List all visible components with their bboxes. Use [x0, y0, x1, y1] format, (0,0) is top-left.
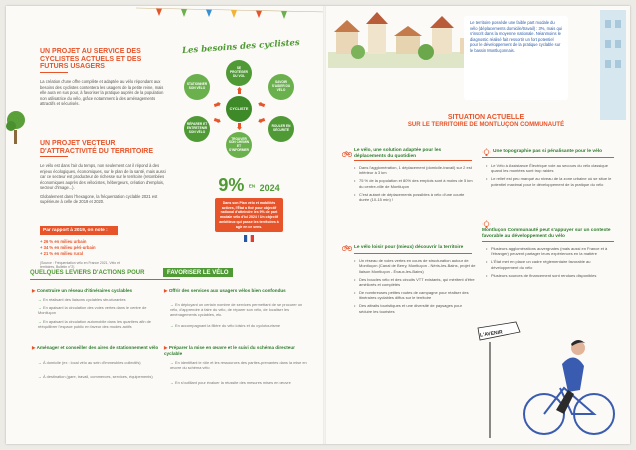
lever-item: → En accompagnant la filière du vélo loisirs et du cyclotourisme: [170, 323, 310, 328]
bullet-item: • Plusieurs sources de financement sont rendues disponibles: [486, 273, 616, 278]
block-title: Montluçon Communauté peut s'appuyer sur un contexte favorable au développement du vélo: [482, 228, 611, 239]
block-rule: [354, 253, 472, 254]
bullet-item: • 75 % de la population et 80% des emplois sont à moins de 5 km du centre-ville de Montluçon: [354, 178, 474, 189]
document-spread: [6, 6, 630, 444]
lever-item: → En s'outillant pour évaluer la réussite des mesures mises en œuvre: [170, 380, 310, 385]
lever-title: ▶ Préparer la mise en œuvre et le suivi du schéma directeur cyclable: [164, 345, 295, 356]
block-quotidien: [342, 148, 476, 244]
stat-year-prefix: EN: [248, 183, 256, 189]
bullet-item: • C'est autant de déplacements possibles à vélo d'une courte durée (10-15 min) !: [354, 192, 474, 203]
block-bullets: [354, 258, 476, 317]
page-fold: [323, 6, 326, 444]
block-contexte: [482, 224, 618, 294]
need-reparer: RÉPARER ET ENTRETENIR SON VÉLO: [184, 116, 210, 142]
stat-2024: [215, 176, 283, 242]
stat-percent: 9%: [218, 175, 245, 195]
block-bullets: [486, 246, 616, 280]
section-attractivite: [40, 140, 170, 270]
leviers-heading-highlight: FAVORISER LE VÉLO: [163, 268, 233, 277]
block-loisir: [342, 246, 476, 346]
arrow-icon: [257, 117, 265, 124]
block-rule: [354, 160, 472, 161]
intro-text: Le territoire possède une faible part modale du vélo (déplacements domicile/travail) : 3%, mais qui s'inscrit dans la moyenne nationale. Néanmoins le diagnostic réalisé fait ressortir un fort potentiel pour le développement de la pratique cyclable sur le bassin Montluçonnais.: [470, 20, 562, 53]
heading-underline: [30, 279, 180, 280]
leviers-col-1: [32, 288, 160, 438]
need-rouler: ROULER EN SÉCURITÉ: [268, 116, 294, 142]
title-underline: [40, 156, 68, 157]
leviers-heading-prefix: QUELQUES LEVIERS D'ACTIONS POUR: [30, 270, 145, 276]
need-center-cycliste: CYCLISTE: [226, 96, 252, 122]
section-title: UN PROJET VECTEUR D'ATTRACTIVITÉ DU TERRITOIRE: [40, 140, 154, 155]
bullet-item: • Le Vélo à Assistance Électrique vole au secours du vélo classique quand les montées sont trop raides: [486, 163, 616, 174]
block-topographie: [482, 149, 618, 220]
stat-2024-text: Dans son Plan vélo et mobilités actives, l'État a fixé pour objectif national d'atteindre les 9% de part modale vélo d'ici 2024 ! Un objectif ambitieux qui passe les territoires à agir en ce sens.: [215, 198, 283, 232]
lever-title: ▶ Aménager et conseiller des aires de stationnement vélo: [32, 345, 159, 350]
diagram-title: Les besoins des cyclistes: [181, 37, 301, 57]
building-decoration: [596, 10, 626, 120]
bullet-item: • Plusieurs agglomérations auvergnates (mais aussi en France et à l'étranger) peuvent partager leurs expériences en la matière: [486, 246, 616, 257]
stats-heading: Par rapport à 2019, on note :: [40, 226, 118, 235]
leviers-col-2: [164, 288, 314, 438]
bunting-decoration: [136, 6, 326, 20]
bullet-item: • Le relief est peu marqué au niveau de la zone urbaine où se situe le potentiel maximal pour le développement de la pratique du vélo: [486, 176, 616, 187]
arrow-icon: [213, 101, 221, 108]
section-body: Le vélo est dans l'air du temps, non seulement car il répond à des enjeux écologiques, économiques, sur le plan de la santé, mais aussi car ce secteur est producteur de richesse sur le territoire (retombées économiques auprès des vélocistes, hébergeurs, création d'emplois, secteur d'image...).: [40, 163, 166, 191]
bike-icon: [342, 150, 352, 157]
lever-item: → En apaisant la circulation automobile dans les quartiers afin de rééquilibrer l'espace public en faveur des modes actifs: [38, 319, 158, 329]
bike-icon: [342, 244, 352, 251]
lever-item: → À destination (gare, travail, commerces, services, équipements): [38, 374, 158, 379]
tree-icon: [6, 102, 26, 146]
block-bullets: [354, 165, 474, 205]
stat-rural: + 21 % en milieu rural: [40, 251, 83, 257]
bullet-item: • Des boucles vélo et des circuits VTT existants, qui méritent d'être améliorés et complétés: [354, 277, 476, 288]
need-stationner: STATIONNER SON VÉLO: [184, 74, 210, 100]
section-service-cyclistes: [40, 48, 170, 107]
bullet-item: • L'État met en place un cadre réglementaire favorable au développement du vélo: [486, 259, 616, 270]
lever-item: → À domicile (ex : local vélo au sein d'immeubles collectifs): [38, 360, 158, 365]
bullet-item: • Un réseau de voies vertes en cours de structuration autour de Montluçon (Canal de Berry, Montluçon - Néris-les-Bains, projet de liaison Montluçon - Évaux-les-Bains): [354, 258, 476, 274]
lever-title: ▶ Offrir des services aux usagers vélos bien confondus: [164, 288, 286, 293]
leviers-heading: [30, 270, 320, 280]
arrow-icon: [257, 101, 265, 108]
stats-source: (Source : Fréquentation vélo en France 2021, Vélo et territoires, Bulletin n°2): [40, 261, 120, 270]
sign-label: L'AVENIR: [479, 329, 504, 339]
section-body-2: Globalement dans l'hexagone, la fréquentation cyclable 2021 est supérieure à celle de 2019 et 2020.: [40, 193, 158, 205]
french-flag-icon: [244, 235, 254, 242]
situation-title: SITUATION ACTUELLE: [447, 114, 525, 121]
block-bullets: [486, 163, 616, 190]
bullet-item: • Dans l'agglomération, 1 déplacement (domicile-travail) sur 2 est inférieur à 3 km: [354, 165, 474, 176]
intro-box: [464, 16, 568, 100]
stat-peri-urbain: + 34 % en milieu péri-urbain: [40, 245, 96, 251]
block-title: Le vélo loisir pour (mieux) découvrir la territoire: [354, 245, 464, 250]
lever-title: ▶ Construire un réseau d'itinéraires cyclables: [32, 288, 133, 293]
lever-item: → En apaisant la circulation des voies vertes dans le centre de Montluçon: [38, 305, 158, 315]
section-body: La création d'une offre complète et adaptée au vélo répondant aux besoins des cyclistes contentera les usagers de la petite reine, mais elle aura en sus pour, à favoriser la pratique auprès de la population non utilisatrice du vélo, grâce notamment à des aménagements attractifs et sécurisés.: [40, 79, 164, 107]
lever-item: → En réalisant des liaisons cyclables structurantes: [38, 297, 158, 302]
arrow-icon: [237, 87, 242, 94]
stats-list: [40, 239, 96, 257]
lever-item: → En déployant un certain nombre de services permettant de se procurer un vélo, d'apprendre à faire du vélo, de réparer son vélo, de localiser les aménagements cyclables, etc.: [170, 302, 310, 317]
lever-item: → En identifiant le rôle et les ressources des parties-prenantes dans la mise en œuvre du schéma vélo: [170, 360, 310, 370]
besoins-diagram: [180, 37, 310, 172]
need-chemin: TROUVER SON CHEMIN ET S'INFORMER: [226, 132, 252, 158]
bullet-item: • Des attraits touristiques et une diversité de paysages pour séduire les touristes: [354, 303, 476, 314]
need-vol: SE PROTÉGER DU VOL: [226, 60, 252, 86]
stat-urbain: + 26 % en milieu urbain: [40, 239, 87, 244]
section-title: UN PROJET AU SERVICE DES CYCLISTES ACTUELS ET DES FUTURS USAGERS: [40, 48, 142, 71]
arrow-icon: [213, 117, 221, 124]
block-title: Une topographie pas si pénalisante pour le vélo: [493, 149, 603, 154]
arrow-icon: [237, 123, 242, 130]
stat-year: 2024: [259, 183, 280, 193]
situation-heading: [376, 114, 596, 128]
block-rule: [482, 157, 614, 158]
title-underline: [40, 72, 68, 73]
lightbulb-icon: [482, 148, 491, 157]
block-title: Le vélo, une solution adaptée pour les déplacements du quotidien: [354, 148, 442, 159]
need-savoir: SAVOIR S'AIDER DU VÉLO: [268, 74, 294, 100]
situation-subtitle: SUR LE TERRITOIRE DE MONTLUÇON COMMUNAUTÉ: [407, 122, 565, 128]
block-rule: [482, 241, 614, 242]
bullet-item: • De nombreuses petites routes de campagne pour réaliser des itinéraires cyclables diffus sur le territoire: [354, 290, 476, 301]
